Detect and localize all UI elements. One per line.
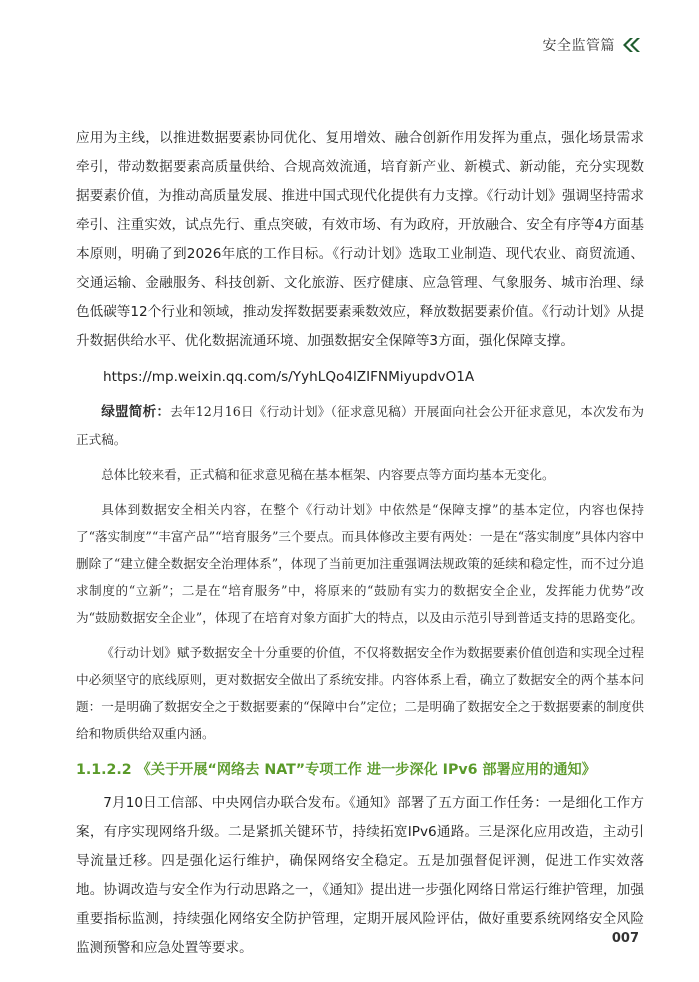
body-paragraph: 7月10日工信部、中央网信办联合发布。《通知》部署了五方面工作任务：一是细化工作方案，有序实现网络升级。二是紧抓关键环节，持续拓宽IPv6通路。三是深化应用改造，主动引导流量迁移。四是强化运行维护，确保网络安全稳定。五是加强督促评测，促进工作实效落地。协调改造与安全作为行动思路之一，《通知》提出进一步强化网络日常运行维护管理，加强重要指标监测，持续强化网络安全防护管理，定期开展风险评估，做好重要系统网络安全风险监测预警和应急处置等要求。 xyxy=(76,795,644,956)
body-paragraph: 应用为主线，以推进数据要素协同优化、复用增效、融合创新作用发挥为重点，强化场景需求牵引，带动数据要素高质量供给、合规高效流通，培育新产业、新模式、新动能，充分实现数据要素价值，为推动高质量发展、推进中国式现代化提供有力支撑。《行动计划》强调坚持需求牵引、注重实效，试点先行、重点突破，有效市场、有为政府，开放融合、安全有序等4方面基本原则，明确了到2026年底的工作目标。《行动计划》选取工业制造、现代农业、商贸流通、交通运输、金融服务、科技创新、文化旅游、医疗健康、应急管理、气象服务、城市治理、绿色低碳等12个行业和领域，推动发挥数据要素乘数效应，释放数据要素价值。《行动计划》从提升数据供给水平、优化数据流通环境、加强数据安全保障等3方面，强化保障支撑。 xyxy=(76,130,644,349)
page-number: 007 xyxy=(611,931,639,946)
section-title: 安全监管篇 xyxy=(542,38,615,54)
analysis-text: 去年12月16日《行动计划》（征求意见稿）开展面向社会公开征求意见，本次发布为正式稿。 xyxy=(76,404,644,447)
double-chevron-left-icon xyxy=(621,37,641,53)
source-link[interactable]: https://mp.weixin.qq.com/s/YyhLQo4lZIFNMiyupdvO1A xyxy=(103,369,475,385)
analysis-paragraph: 总体比较来看，正式稿和征求意见稿在基本框架、内容要点等方面均基本无变化。 xyxy=(101,467,555,482)
analysis-paragraph: 《行动计划》赋予数据安全十分重要的价值，不仅将数据安全作为数据要素价值创造和实现全过程中必须坚守的底线原则，更对数据安全做出了系统安排。内容体系上看，确立了数据安全的两个基本问题：一是明确了数据安全之于数据要素的“保障中台”定位；二是明确了数据安全之于数据要素的制度供给和物质供给双重内涵。 xyxy=(76,645,644,741)
page-content xyxy=(76,124,644,963)
section-heading: 1.1.2.2 《关于开展“网络去 NAT”专项工作 进一步深化 IPv6 部署应用的通知》 xyxy=(76,762,596,778)
analysis-paragraph: 具体到数据安全相关内容，在整个《行动计划》中依然是“保障支撑”的基本定位，内容也保持了“落实制度”“丰富产品”“培育服务”三个要点。而具体修改主要有两处：一是在“落实制度”具体内容中删除了“建立健全数据安全治理体系”，体现了当前更加注重强调法规政策的延续和稳定性，而不过分追求制度的“立新”；二是在“培育服务”中，将原来的“鼓励有实力的数据安全企业，发挥能力优势”改为“鼓励数据安全企业”，体现了在培育对象方面扩大的特点，以及由示范引导到普适支持的思路变化。 xyxy=(76,502,644,625)
page-header xyxy=(543,35,642,55)
analysis-intro xyxy=(76,398,644,453)
analysis-label: 绿盟简析： xyxy=(101,404,171,420)
